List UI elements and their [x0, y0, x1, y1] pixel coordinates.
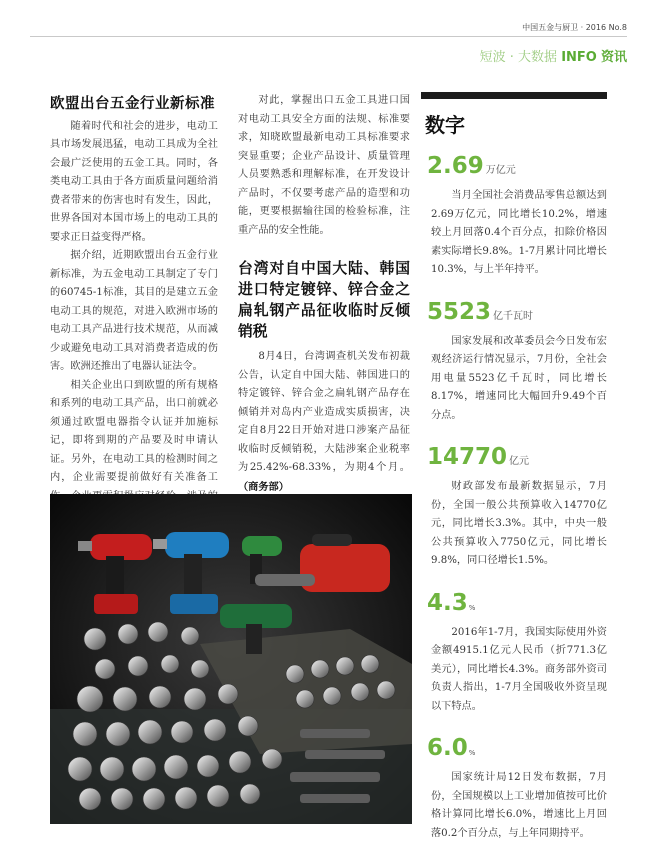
- article-body-text: 8月4日，台湾调查机关发布初裁公告，认定自中国大陆、韩国进口的特定镀锌、锌合金之扁轧钢产品存在倾销并对岛内产业造成实质损害，决定自8月22日开始对进口涉案产品征收临时反倾销税，大陆涉案企业税率为25.42%-68.33%，为期4个月。: [238, 351, 410, 473]
- stat-unit: %: [468, 603, 476, 612]
- stat-unit: 亿元: [509, 456, 530, 467]
- stat-number: [427, 589, 607, 622]
- article-paragraph: 据介绍，近期欧盟出台五金行业新标准，为五金电动工具制定了专门的60745-1标准，其目的是建立五金电动工具的规范，对进入欧洲市场的电动工具产品进行技术规范，从而减少或避免电动工具对消费者造成的伤害。欧洲还推出了电器认证法令。: [50, 250, 218, 372]
- header-rule: [30, 36, 627, 37]
- stat-unit: 万亿元: [485, 165, 516, 176]
- article-paragraph: 对此，掌握出口五金工具进口国对电动工具安全方面的法规、标准要求，知晓欧盟最新电动工具标准要求突显重要；企业产品设计、质量管理人员要熟悉和理解标准，在开发设计产品时，不仅要考虑产品的造型和功能，更要根据输往国的检验标准，注重产品的安全性能。: [238, 95, 410, 236]
- section-header: [480, 46, 627, 65]
- numbers-sidebar: [421, 92, 607, 861]
- stat-value: 2.69: [427, 153, 484, 179]
- article-paragraph: 随着时代和社会的进步，电动工具市场发展迅猛，电动工具成为全社会最广泛使用的五金工具。同时，各类电动工具由于各方面质量问题给消费者带来的伤害也时有发生，因此，世界各国对本国市场上的电动工具的要求正日益变得严格。: [50, 120, 218, 243]
- sidebar-title: 数字: [425, 113, 465, 137]
- article-title-2: 台湾对自中国大陆、韩国进口特定镀锌、锌合金之扁轧钢产品征收临时反倾销税: [238, 260, 410, 340]
- stat-item: [421, 443, 607, 571]
- article-paragraph: 相关企业出口到欧盟的所有规格和系列的电动工具产品，出口前就必须通过欧盟电器指令认证并加施标记，即将到期的产品要及时申请认证。另外，在电动工具的检测时间之内，企业需要提前做好有关准备工: [50, 379, 218, 483]
- stat-unit: 亿千瓦时: [493, 310, 534, 322]
- stat-unit: %: [468, 749, 476, 757]
- stat-value: 4.3: [427, 589, 468, 616]
- stat-text: 国家统计局12日发布数据，7月份，全国规模以上工业增加值按可比价格计算同比增长6.0%，增速比上月回落0.2个百分点，与上年同期持平。: [431, 772, 607, 839]
- stat-number: [427, 152, 607, 185]
- stat-number: [427, 443, 607, 476]
- product-photo: [50, 494, 412, 824]
- article-body-2: [238, 348, 410, 497]
- stat-text: 2016年1-7月，我国实际使用外资金额4915.1亿元人民币（折771.3亿美元），同比增长4.3%。商务部外资司负责人指出，1-7月全国吸收外资呈现以下特点。: [431, 626, 607, 712]
- stat-item: [421, 734, 607, 843]
- product-photo-illustration: [50, 494, 412, 824]
- article-source: （商务部）: [238, 480, 289, 493]
- stat-text: 当月全国社会消费品零售总额达到2.69万亿元，同比增长10.2%，增速较上月回落0.4个百分点，扣除价格因素实际增长9.8%。1-7月累计同比增长10.3%，与上半年持平。: [431, 190, 607, 275]
- section-prefix: 短波 · 大数据: [479, 50, 558, 65]
- stat-value: 5523: [427, 298, 492, 325]
- stat-number: [427, 298, 607, 331]
- stat-item: [421, 589, 607, 717]
- running-header: 中国五金与厨卫 · 2016 No.8: [522, 23, 627, 32]
- sidebar-top-bar: [421, 92, 607, 99]
- stat-value: 6.0: [427, 735, 468, 761]
- section-cn: 资讯: [600, 50, 627, 65]
- stat-text: 财政部发布最新数据显示，7月份，全国一般公共预算收入14770亿元，同比增长3.3%。其中，中央一般公共预算收入7750亿元，同比增长9.8%，同口径增长1.5%。: [431, 481, 607, 566]
- column-left: [50, 95, 218, 543]
- column-middle: [238, 92, 410, 497]
- article-title: 欧盟出台五金行业新标准: [50, 95, 215, 112]
- stat-text: 国家发展和改革委员会今日发布宏观经济运行情况显示，7月份，全社会用电量5523亿千瓦时，同比增长8.17%，增速同比大幅回升9.49个百分点。: [431, 335, 607, 421]
- stat-value: 14770: [427, 444, 508, 470]
- stat-number: [427, 734, 607, 767]
- section-en: INFO: [561, 50, 597, 65]
- stat-item: [421, 298, 607, 426]
- stat-item: [421, 152, 607, 280]
